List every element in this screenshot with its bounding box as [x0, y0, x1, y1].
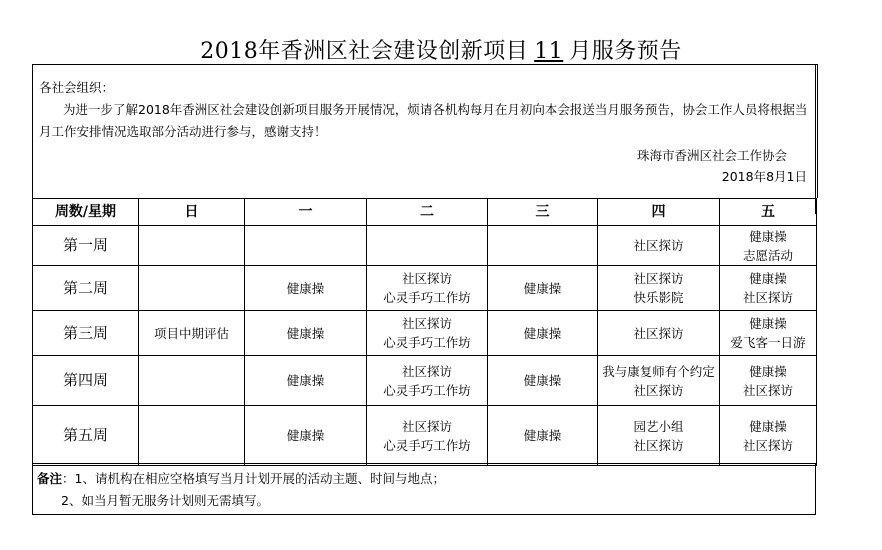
- activity-text: 社区探访: [633, 382, 684, 398]
- schedule-table: [32, 198, 817, 466]
- page-border-line: [815, 64, 816, 214]
- activity-text: 健康操: [749, 228, 787, 244]
- activity-text: 社区探访: [633, 238, 684, 253]
- activity-text: 社区探访: [742, 290, 793, 305]
- schedule-cell: [139, 226, 245, 266]
- schedule-cell: [720, 311, 817, 356]
- schedule-cell: [139, 406, 245, 466]
- issue-date: 2018年8月1日: [721, 169, 807, 184]
- activity-text: 健康操: [523, 428, 562, 443]
- header-fri: 五: [720, 199, 817, 226]
- header-sun: 日: [139, 199, 245, 226]
- activity-text: 社区探访: [742, 437, 793, 453]
- activity-text: 园艺小组: [633, 418, 684, 434]
- schedule-cell: [245, 406, 367, 466]
- schedule-cell: [245, 266, 367, 311]
- note-text-1: ：1、请机构在相应空格填写当月计划开展的活动主题、时间与地点；: [62, 471, 445, 486]
- week-label: 第四周: [33, 356, 139, 406]
- schedule-cell: [367, 356, 488, 406]
- schedule-cell: [720, 406, 817, 466]
- header-wed: 三: [488, 199, 598, 226]
- activity-text: 心灵手巧工作坊: [383, 382, 471, 398]
- schedule-cell: [598, 356, 720, 406]
- schedule-cell: [245, 226, 367, 266]
- header-week: 周数/星期: [33, 199, 139, 226]
- activity-text: 快乐影院: [633, 290, 684, 305]
- activity-text: 社区探访: [401, 363, 452, 379]
- notes-box: [32, 463, 816, 515]
- note-line-2: 2、如当月暂无服务计划则无需填写。: [61, 493, 269, 508]
- activity-text: 健康操: [749, 418, 787, 434]
- activity-text: 社区探访: [633, 271, 684, 286]
- note-label: 备注: [37, 471, 63, 486]
- activity-text: 心灵手巧工作坊: [383, 290, 471, 305]
- activity-text: 心灵手巧工作坊: [383, 437, 471, 453]
- schedule-cell: [598, 266, 720, 311]
- activity-text: 健康操: [523, 325, 562, 341]
- activity-text: 健康操: [286, 428, 325, 443]
- activity-text: 健康操: [749, 316, 787, 331]
- activity-text: 健康操: [523, 373, 562, 388]
- activity-text: 社区探访: [742, 382, 793, 398]
- schedule-cell: [598, 406, 720, 466]
- schedule-cell: [720, 226, 817, 266]
- activity-text: 健康操: [749, 363, 787, 379]
- activity-text: 我与康复师有个约定: [602, 363, 715, 379]
- schedule-cell: [139, 311, 245, 356]
- week-label: 第三周: [33, 311, 139, 356]
- schedule-cell: [488, 226, 598, 266]
- activity-text: 社区探访: [401, 418, 452, 434]
- schedule-cell: [720, 266, 817, 311]
- activity-text: 心灵手巧工作坊: [383, 335, 471, 350]
- title-suffix: 月服务预告: [569, 39, 682, 64]
- activity-text: 健康操: [523, 280, 562, 296]
- schedule-cell: [488, 266, 598, 311]
- schedule-cell: [488, 311, 598, 356]
- activity-text: 健康操: [749, 271, 787, 286]
- intro-box: [32, 64, 818, 198]
- table-row: [33, 226, 817, 266]
- activity-text: 社区探访: [401, 316, 452, 331]
- activity-text: 社区探访: [401, 271, 452, 286]
- header-tue: 二: [367, 199, 488, 226]
- schedule-cell: [367, 311, 488, 356]
- schedule-cell: [245, 356, 367, 406]
- header-thu: 四: [598, 199, 720, 226]
- table-row: [33, 311, 817, 356]
- activity-text: 志愿活动: [742, 247, 793, 263]
- title-prefix: 2018年香洲区社会建设创新项目: [200, 39, 529, 64]
- table-row: [33, 266, 817, 311]
- activity-text: 项目中期评估: [153, 325, 229, 341]
- schedule-cell: [488, 406, 598, 466]
- schedule-cell: [720, 356, 817, 406]
- header-mon: 一: [245, 199, 367, 226]
- week-label: 第二周: [33, 266, 139, 311]
- schedule-cell: [598, 226, 720, 266]
- intro-body: 为进一步了解2018年香洲区社会建设创新项目服务开展情况，烦请各机构每月在月初向本会报送当月服务预告，协会工作人员将根据当月工作安排情况选取部分活动进行参与，感谢支持！: [39, 102, 808, 139]
- activity-text: 社区探访: [633, 437, 684, 453]
- title-month: 11: [534, 39, 564, 64]
- table-row: [33, 356, 817, 406]
- organization-signature: 珠海市香洲区社会工作协会: [636, 148, 787, 163]
- week-label: 第五周: [33, 406, 139, 466]
- note-line-1: [37, 468, 445, 490]
- activity-text: 爱飞客一日游: [730, 335, 806, 350]
- salutation: 各社会组织：: [39, 80, 115, 95]
- activity-text: 健康操: [286, 280, 325, 296]
- table-row: [33, 406, 817, 466]
- schedule-cell: [245, 311, 367, 356]
- schedule-cell: [598, 311, 720, 356]
- schedule-cell: [139, 266, 245, 311]
- activity-text: 健康操: [286, 373, 325, 388]
- week-label: 第一周: [33, 226, 139, 266]
- schedule-cell: [367, 266, 488, 311]
- schedule-cell: [367, 406, 488, 466]
- activity-text: 社区探访: [633, 325, 684, 341]
- table-header-row: [33, 199, 817, 226]
- schedule-cell: [488, 356, 598, 406]
- schedule-cell: [367, 226, 488, 266]
- schedule-cell: [139, 356, 245, 406]
- page-title: [0, 34, 882, 65]
- activity-text: 健康操: [286, 325, 325, 341]
